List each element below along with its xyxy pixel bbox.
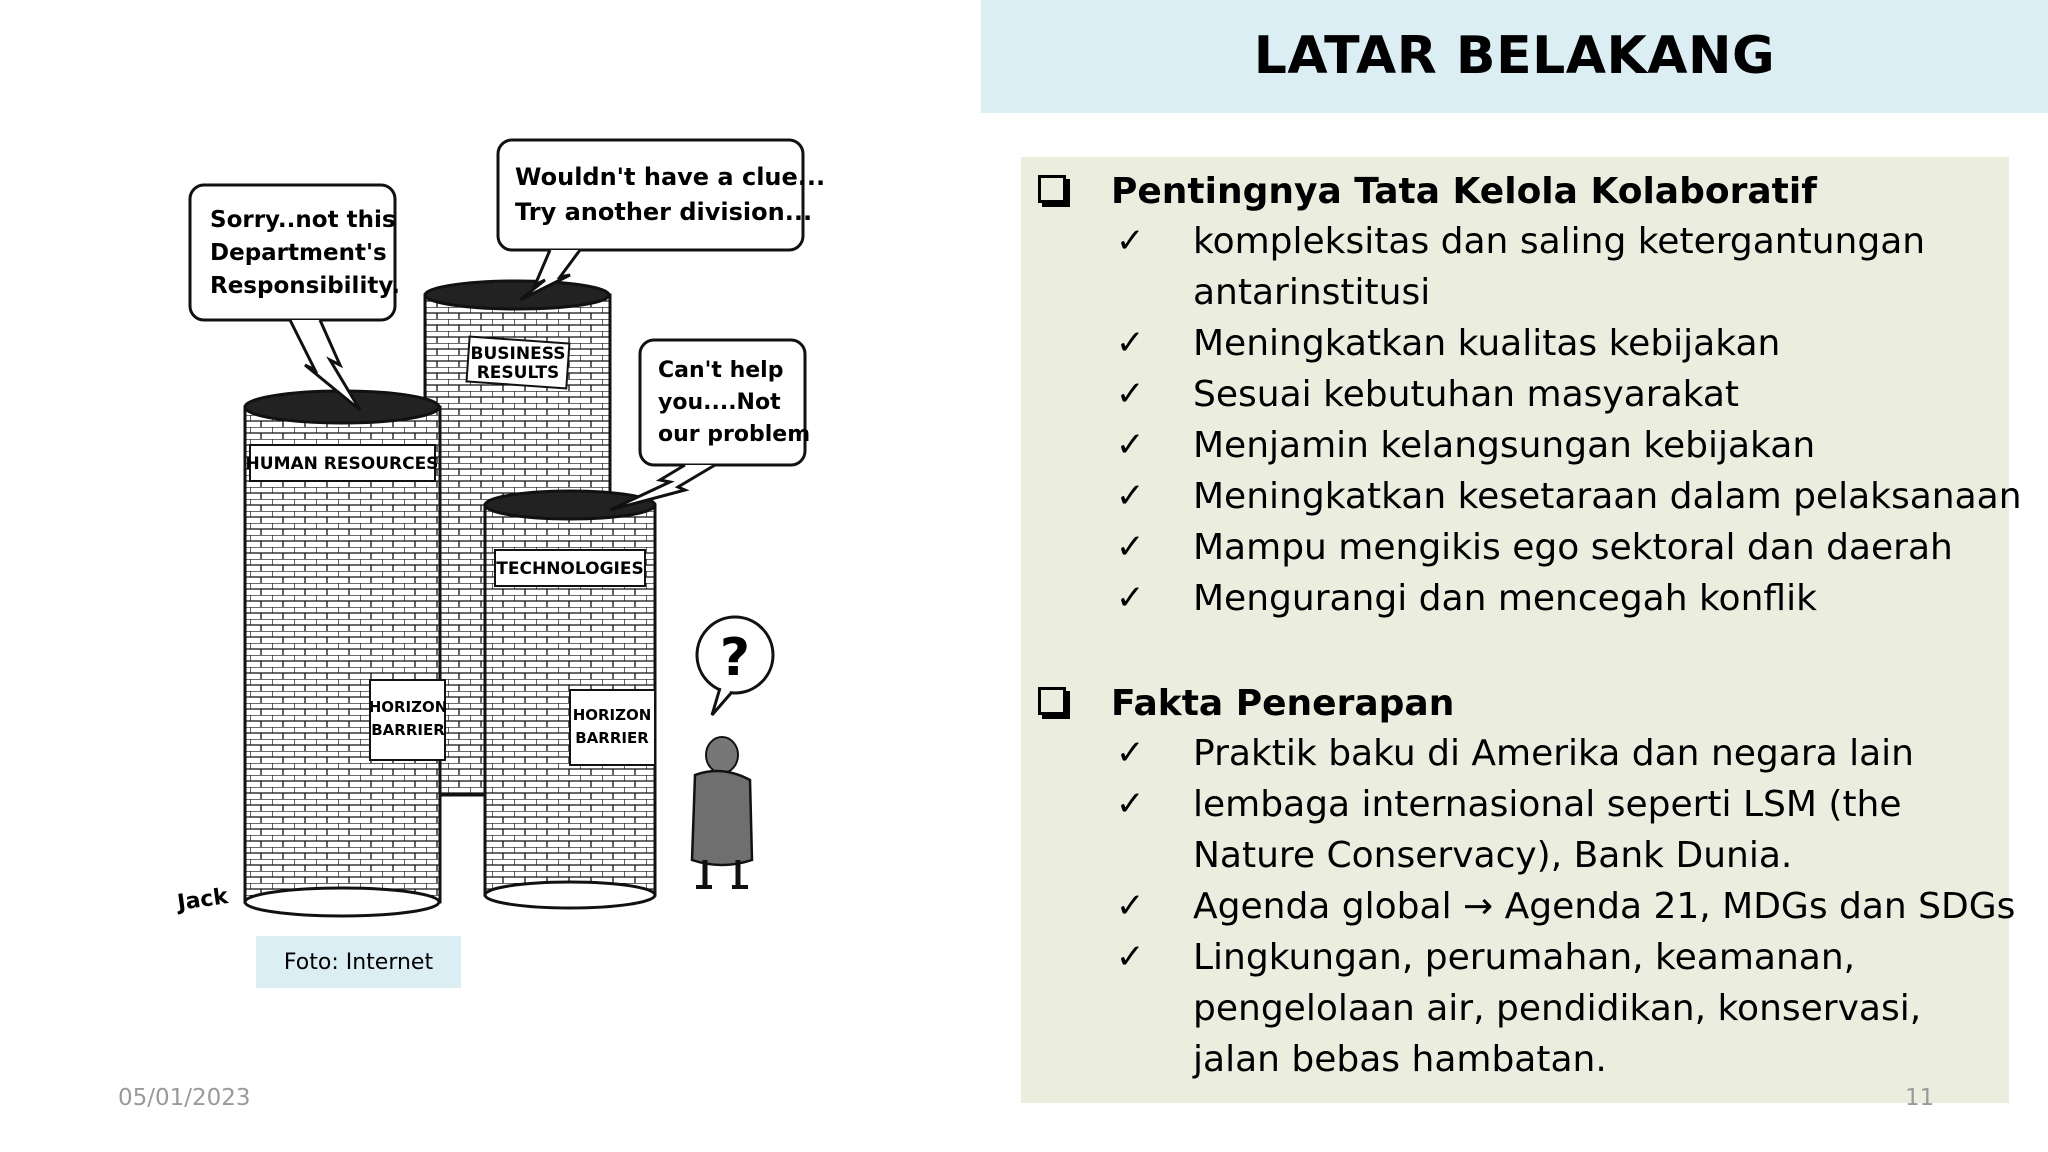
- list-item-text: Mengurangi dan mencegah konflik: [1193, 578, 1817, 619]
- bubble-left-line-2: Department's: [210, 240, 387, 266]
- list-item: [1116, 932, 1976, 1085]
- bubble-right-line-1: Can't help: [658, 358, 784, 383]
- confused-person-figure: [692, 737, 752, 887]
- list-item-text: Meningkatkan kesetaraan dalam pelaksanaan: [1193, 476, 2022, 517]
- image-caption: Foto: Internet: [256, 936, 461, 988]
- list-item-text: kompleksitas dan saling ketergantungan antarinstitusi: [1193, 221, 1926, 313]
- page-number: 11: [1905, 1085, 1935, 1111]
- list-item: [1116, 779, 1976, 881]
- content-box: [1021, 157, 2022, 1103]
- list-item-text: Mampu mengikis ego sektoral dan daerah: [1193, 527, 1953, 568]
- barrier-1-label-1: HORIZON: [368, 698, 448, 716]
- bubble-left-line-1: Sorry..not this: [210, 207, 396, 233]
- checkmark-icon: ✓: [1116, 733, 1145, 773]
- list-item-text: Menjamin kelangsungan kebijakan: [1193, 425, 1816, 466]
- list-item-text: Agenda global → Agenda 21, MDGs dan SDGs: [1193, 886, 2016, 927]
- list-item: [1116, 522, 1976, 573]
- bubble-top-line-1: Wouldn't have a clue...: [515, 163, 826, 191]
- square-bullet-icon: [1038, 687, 1066, 715]
- bubble-right-line-2: you....Not: [658, 390, 781, 415]
- slide-title: LATAR BELAKANG: [1253, 26, 1776, 86]
- silo-cartoon-illustration: [140, 115, 840, 935]
- silo-business-label-1: BUSINESS: [470, 344, 566, 364]
- footer-date: 05/01/2023: [118, 1085, 251, 1111]
- section-heading-row: [1038, 678, 1454, 728]
- list-item-text: lembaga internasional seperti LSM (the Nature Conservacy), Bank Dunia.: [1193, 784, 1902, 876]
- checkmark-icon: ✓: [1116, 527, 1145, 567]
- barrier-2-label-2: BARRIER: [575, 729, 649, 747]
- section-heading: Fakta Penerapan: [1111, 682, 1455, 724]
- list-item: [1116, 573, 1976, 624]
- list-item-text: Sesuai kebutuhan masyarakat: [1193, 374, 1740, 415]
- square-bullet-icon: [1038, 175, 1066, 203]
- list-item: [1116, 318, 1976, 369]
- checkmark-icon: ✓: [1116, 578, 1145, 618]
- list-item-text: Lingkungan, perumahan, keamanan, pengelolaan air, pendidikan, konservasi, jalan bebas hambatan.: [1193, 937, 1922, 1080]
- list-item-text: Praktik baku di Amerika dan negara lain: [1193, 733, 1915, 774]
- silo-business-label-2: RESULTS: [476, 363, 560, 383]
- title-bar: [981, 0, 2048, 113]
- list-item: [1116, 471, 2022, 522]
- list-item: [1116, 420, 1976, 471]
- checkmark-icon: ✓: [1116, 221, 1145, 261]
- bubble-right-line-3: our problem: [658, 422, 811, 447]
- checkmark-icon: ✓: [1116, 323, 1145, 363]
- checkmark-icon: ✓: [1116, 476, 1145, 516]
- artist-signature: Jack: [175, 884, 230, 916]
- list-item: [1116, 728, 1976, 779]
- silo-hr-label: HUMAN RESOURCES: [245, 454, 439, 474]
- checkmark-icon: ✓: [1116, 374, 1145, 414]
- checkmark-icon: ✓: [1116, 425, 1145, 465]
- checkmark-icon: ✓: [1116, 886, 1145, 926]
- bubble-top-line-2: Try another division...: [515, 198, 813, 226]
- section-heading-row: [1038, 166, 1817, 216]
- list-item: [1116, 216, 1976, 318]
- question-mark: ?: [719, 628, 751, 688]
- section-heading: Pentingnya Tata Kelola Kolaboratif: [1111, 170, 1817, 212]
- barrier-1-label-2: BARRIER: [371, 721, 445, 739]
- barrier-2-label-1: HORIZON: [572, 706, 652, 724]
- bubble-left-line-3: Responsibility.: [210, 273, 400, 299]
- list-item: [1116, 369, 1976, 420]
- checkmark-icon: ✓: [1116, 937, 1145, 977]
- checkmark-icon: ✓: [1116, 784, 1145, 824]
- silo-tech-label: TECHNOLOGIES: [496, 559, 644, 579]
- list-item-text: Meningkatkan kualitas kebijakan: [1193, 323, 1781, 364]
- list-item: [1116, 881, 2016, 932]
